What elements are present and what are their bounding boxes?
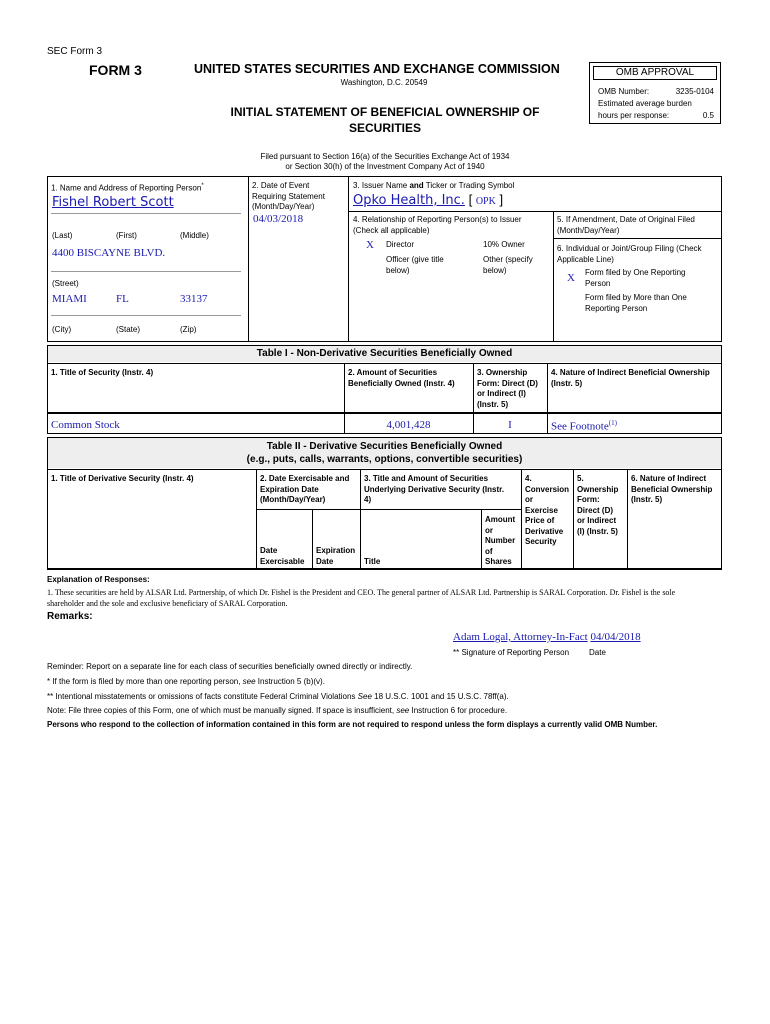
other-label [483, 255, 533, 276]
grid-line [47, 176, 722, 177]
table2-col4-header-line: Conversion [525, 484, 570, 494]
field-underline [51, 315, 241, 316]
other-label-line: Other (specify [483, 255, 533, 264]
table2-amount-header-line: of [485, 546, 493, 556]
first-label: (First) [116, 231, 137, 240]
reporting-person-asterisk: * [201, 183, 204, 189]
table2-col1-header: 1. Title of Derivative Security (Instr. 4) [51, 474, 194, 483]
omb-hours-value: 0.5 [702, 111, 714, 120]
issuer-label [353, 181, 514, 190]
form-title: FORM 3 [89, 62, 142, 78]
one-person-label [585, 268, 686, 289]
table2-col4-header-line: Security [525, 537, 557, 546]
table2-title-line: (e.g., puts, calls, warrants, options, convertible securities) [246, 454, 523, 465]
street-label: (Street) [52, 279, 79, 288]
note-text: Note: File three copies of this Form, one of which must be manually signed. If space is insufficient, [47, 706, 397, 715]
table1-col2-header-line: 2. Amount of Securities [348, 368, 438, 377]
table1-col3-header [477, 368, 538, 410]
table1-row-nature [551, 419, 617, 433]
table1-col4-header-line: (Instr. 5) [551, 378, 583, 388]
table2-col4-header-line: Price of [525, 516, 555, 525]
commission-title: UNITED STATES SECURITIES AND EXCHANGE COMMISSION [194, 62, 560, 76]
event-date-label-line: (Month/Day/Year) [252, 202, 315, 211]
officer-label [386, 255, 444, 276]
amendment-date-label-line: 5. If Amendment, Date of Original Filed [557, 215, 695, 224]
field-underline [51, 213, 241, 214]
statement-title-line-2: SECURITIES [348, 121, 421, 135]
signature-block [453, 631, 641, 643]
city-label: (City) [52, 325, 72, 334]
commission-location: Washington, D.C. 20549 [340, 78, 428, 87]
reporting-person-name-link[interactable]: Fishel Robert Scott [52, 195, 174, 210]
issuer-label-suffix: Ticker or Trading Symbol [423, 181, 515, 190]
omb-respond-note: Persons who respond to the collection of information contained in this form are not required to respond unless the form displays a currently valid OMB Number. [47, 720, 658, 729]
explanation-line: shareholder and the sole and exclusive beneficiary of SARAL Corporation. [47, 599, 288, 608]
event-date-label-line: 2. Date of Event [252, 181, 310, 190]
reporting-person-label [51, 183, 204, 193]
table1-col3-header-line: Form: Direct (D) [477, 378, 538, 388]
table2-col2-header [260, 474, 349, 506]
grid-line [553, 211, 554, 341]
table1-col4-header-line: 4. Nature of Indirect Beneficial Ownership [551, 368, 710, 377]
amendment-date-label [557, 215, 695, 236]
grid-line [47, 469, 722, 470]
table2-date-exercisable-line: Exercisable [260, 556, 305, 566]
grid-line [47, 437, 48, 569]
grid-line [721, 345, 722, 433]
table2-col6-header-line: Beneficial Ownership [631, 484, 713, 494]
table2-amount-header-line: Number [485, 536, 516, 545]
grid-line [47, 345, 48, 433]
explanation-line: 1. These securities are held by ALSAR Ltd. Partnership, of which Dr. Fishel is the President and CEO. The general partner of ALSAR Ltd. Partnership is SARAL Corporation. Dr. Fishel is the sole [47, 588, 676, 597]
table2-title [47, 440, 722, 466]
officer-label-line: below) [386, 265, 410, 275]
note-text: 18 U.S.C. 1001 and 15 U.S.C. 78ff(a). [371, 692, 509, 701]
grid-line [721, 437, 722, 569]
table2-date-exercisable-header [260, 546, 304, 567]
ticker-symbol: OPK [475, 196, 496, 207]
grid-line [348, 211, 722, 212]
amendment-date-label-line: (Month/Day/Year) [557, 225, 620, 235]
table2-expiration-date-line: Expiration [316, 546, 356, 555]
table2-amount-header-line: or [485, 525, 493, 535]
table2-col2-header-line: 2. Date Exercisable and [260, 474, 350, 483]
table2-col2-header-line: (Month/Day/Year) [260, 495, 326, 504]
table2-col4-header-line: Derivative [525, 526, 564, 536]
grid-line [481, 509, 482, 569]
grid-line [248, 176, 249, 341]
ten-percent-owner-label: 10% Owner [483, 240, 525, 249]
field-underline [51, 271, 241, 272]
grid-line [256, 469, 257, 569]
relationship-label [353, 215, 522, 236]
note-see: see [242, 677, 256, 686]
last-label: (Last) [52, 231, 73, 240]
grid-line [521, 469, 522, 569]
table1-title: Table I - Non-Derivative Securities Beneficially Owned [256, 348, 513, 359]
table1-col3-header-line: 3. Ownership [477, 368, 528, 377]
table1-row-ownership-form: I [508, 419, 512, 431]
explanation-label: Explanation of Responses: [47, 575, 150, 584]
issuer-label-prefix: 3. Issuer Name [353, 181, 410, 190]
event-date-label-line: Requiring Statement [252, 191, 325, 201]
table1-col2-header [348, 368, 455, 389]
grid-line [348, 176, 349, 341]
table1-col1-header: 1. Title of Security (Instr. 4) [51, 368, 154, 377]
zip-label: (Zip) [180, 325, 197, 334]
remarks-label: Remarks: [47, 611, 93, 622]
issuer-name-link[interactable]: Opko Health, Inc. [353, 193, 465, 208]
signature-name-link[interactable]: Adam Logal, Attorney-In-Fact [453, 631, 588, 643]
more-persons-label [585, 293, 687, 314]
table1-col3-header-line: or Indirect (I) [477, 389, 526, 398]
note-see: see [396, 706, 410, 715]
table2-expiration-date-line: Date [316, 556, 334, 566]
table1-col3-header-line: (Instr. 5) [477, 399, 509, 409]
sec-form-label: SEC Form 3 [47, 46, 103, 57]
filing-type-label-line: Applicable Line) [557, 254, 614, 264]
grid-line [312, 509, 313, 569]
city-value: MIAMI [52, 293, 87, 305]
relationship-label-line: 4. Relationship of Reporting Person(s) to Issuer [353, 215, 522, 224]
other-label-line: below) [483, 265, 507, 275]
table2-col3-header-line: 4) [364, 495, 372, 504]
grid-line [721, 176, 722, 341]
grid-line [573, 469, 574, 569]
issuer-name-row [353, 192, 503, 208]
table2-title-header: Title [364, 557, 381, 566]
table2-col5-header-line: Form: [577, 495, 600, 504]
one-person-label-line: Form filed by One Reporting [585, 268, 686, 277]
relationship-label-line: (Check all applicable) [353, 225, 430, 235]
table2-col5-header-line: Direct (D) [577, 505, 614, 515]
note-text: ** Intentional misstatements or omissions of facts constitute Federal Criminal Violations [47, 692, 358, 701]
table2-col6-header-line: 6. Nature of Indirect [631, 474, 707, 483]
table2-col2-header-line: Expiration Date [260, 484, 319, 494]
table2-col3-header-line: Underlying Derivative Security (Instr. [364, 484, 505, 494]
table2-col6-header-line: (Instr. 5) [631, 495, 663, 504]
issuer-label-and: and [409, 181, 424, 190]
table2-col5-header-line: or Indirect [577, 516, 617, 525]
omb-approval-title: OMB APPROVAL [593, 66, 717, 80]
omb-number-value: 3235-0104 [675, 87, 714, 96]
statement-title [200, 104, 570, 136]
table2-col4-header-line: or [525, 495, 533, 504]
more-persons-label-line: Reporting Person [585, 303, 648, 313]
grid-line [47, 345, 722, 346]
table1-row-security: Common Stock [51, 419, 120, 431]
ticker-bracket-open: [ [468, 192, 476, 207]
state-value: FL [116, 293, 129, 305]
state-label: (State) [116, 325, 141, 334]
table2-col5-header-line: 5. [577, 474, 584, 483]
table2-col6-header [631, 474, 712, 506]
officer-label-line: Officer (give title [386, 255, 444, 264]
middle-label: (Middle) [180, 231, 209, 240]
table2-col4-header-line: 4. [525, 474, 532, 483]
filing-type-label-line: 6. Individual or Joint/Group Filing (Check [557, 244, 702, 253]
statement-title-line-1: INITIAL STATEMENT OF BENEFICIAL OWNERSHIP OF [230, 105, 540, 119]
grid-line [47, 176, 48, 341]
explanation-text [47, 587, 727, 609]
zip-value: 33137 [180, 293, 208, 305]
table2-amount-header-line: Amount [485, 515, 516, 524]
more-persons-label-line: Form filed by More than One [585, 293, 687, 302]
grid-line [47, 437, 722, 438]
filed-pursuant-text [200, 152, 570, 172]
table2-col4-header-line: Exercise [525, 505, 558, 515]
one-person-checkmark[interactable]: X [567, 272, 575, 284]
grid-line [627, 469, 628, 569]
copies-note [47, 706, 507, 715]
filed-pursuant-line-2: or Section 30(h) of the Investment Company Act of 1940 [285, 162, 485, 171]
director-checkmark[interactable]: X [366, 239, 374, 251]
street-value: 4400 BISCAYNE BLVD. [52, 247, 166, 259]
table2-expiration-date-header [316, 546, 355, 567]
table1-row-amount: 4,001,428 [386, 419, 431, 431]
table2-col5-header-line: Ownership [577, 484, 619, 494]
director-label: Director [386, 240, 415, 249]
table2-date-exercisable-line: Date [260, 546, 278, 555]
omb-approval-box [589, 62, 721, 124]
grid-line [553, 238, 722, 239]
omb-hours-label: hours per response: [598, 111, 670, 120]
misstatements-note [47, 692, 509, 701]
event-date-value: 04/03/2018 [253, 213, 304, 225]
table1-row-nature-text: See Footnote [551, 420, 609, 433]
omb-burden-label: Estimated average burden [598, 99, 692, 108]
grid-line [360, 469, 361, 569]
note-text: * If the form is filed by more than one reporting person, [47, 677, 243, 686]
table2-amount-header-line: Shares [485, 557, 512, 566]
reminder-text: Reminder: Report on a separate line for each class of securities beneficially owned directly or indirectly. [47, 662, 413, 671]
table2-col4-header [525, 474, 569, 548]
filing-type-label [557, 244, 702, 265]
table2-title-line: Table II - Derivative Securities Beneficially Owned [266, 441, 503, 452]
grid-line [47, 363, 722, 364]
grid-line [47, 412, 722, 414]
signature-caption: ** Signature of Reporting Person [453, 648, 570, 657]
table1-col4-header [551, 368, 710, 389]
omb-number-label: OMB Number: [598, 87, 650, 96]
filed-pursuant-line-1: Filed pursuant to Section 16(a) of the Securities Exchange Act of 1934 [260, 152, 510, 161]
note-see: See [357, 692, 372, 701]
one-person-label-line: Person [585, 278, 611, 288]
ticker-bracket-close: ] [495, 192, 504, 207]
note-text: Instruction 5 (b)(v). [255, 677, 325, 686]
multiple-persons-note [47, 677, 325, 686]
grid-line [47, 433, 722, 434]
table1-row-footnote-ref[interactable]: (1) [608, 419, 617, 427]
date-caption: Date [589, 648, 606, 657]
reporting-person-label-text: 1. Name and Address of Reporting Person [51, 183, 202, 193]
signature-date-link[interactable]: 04/04/2018 [590, 631, 641, 643]
table2-col3-header-line: 3. Title and Amount of Securities [364, 474, 489, 483]
note-text: Instruction 6 for procedure. [409, 706, 508, 715]
table2-col5-header [577, 474, 618, 537]
event-date-label [252, 181, 325, 213]
table2-col3-header [364, 474, 504, 506]
table2-amount-header [485, 515, 515, 568]
grid-line [47, 568, 722, 570]
grid-line [47, 341, 722, 342]
table1-col2-header-line: Beneficially Owned (Instr. 4) [348, 378, 455, 388]
grid-line [547, 363, 548, 433]
table2-col5-header-line: (I) (Instr. 5) [577, 526, 618, 536]
